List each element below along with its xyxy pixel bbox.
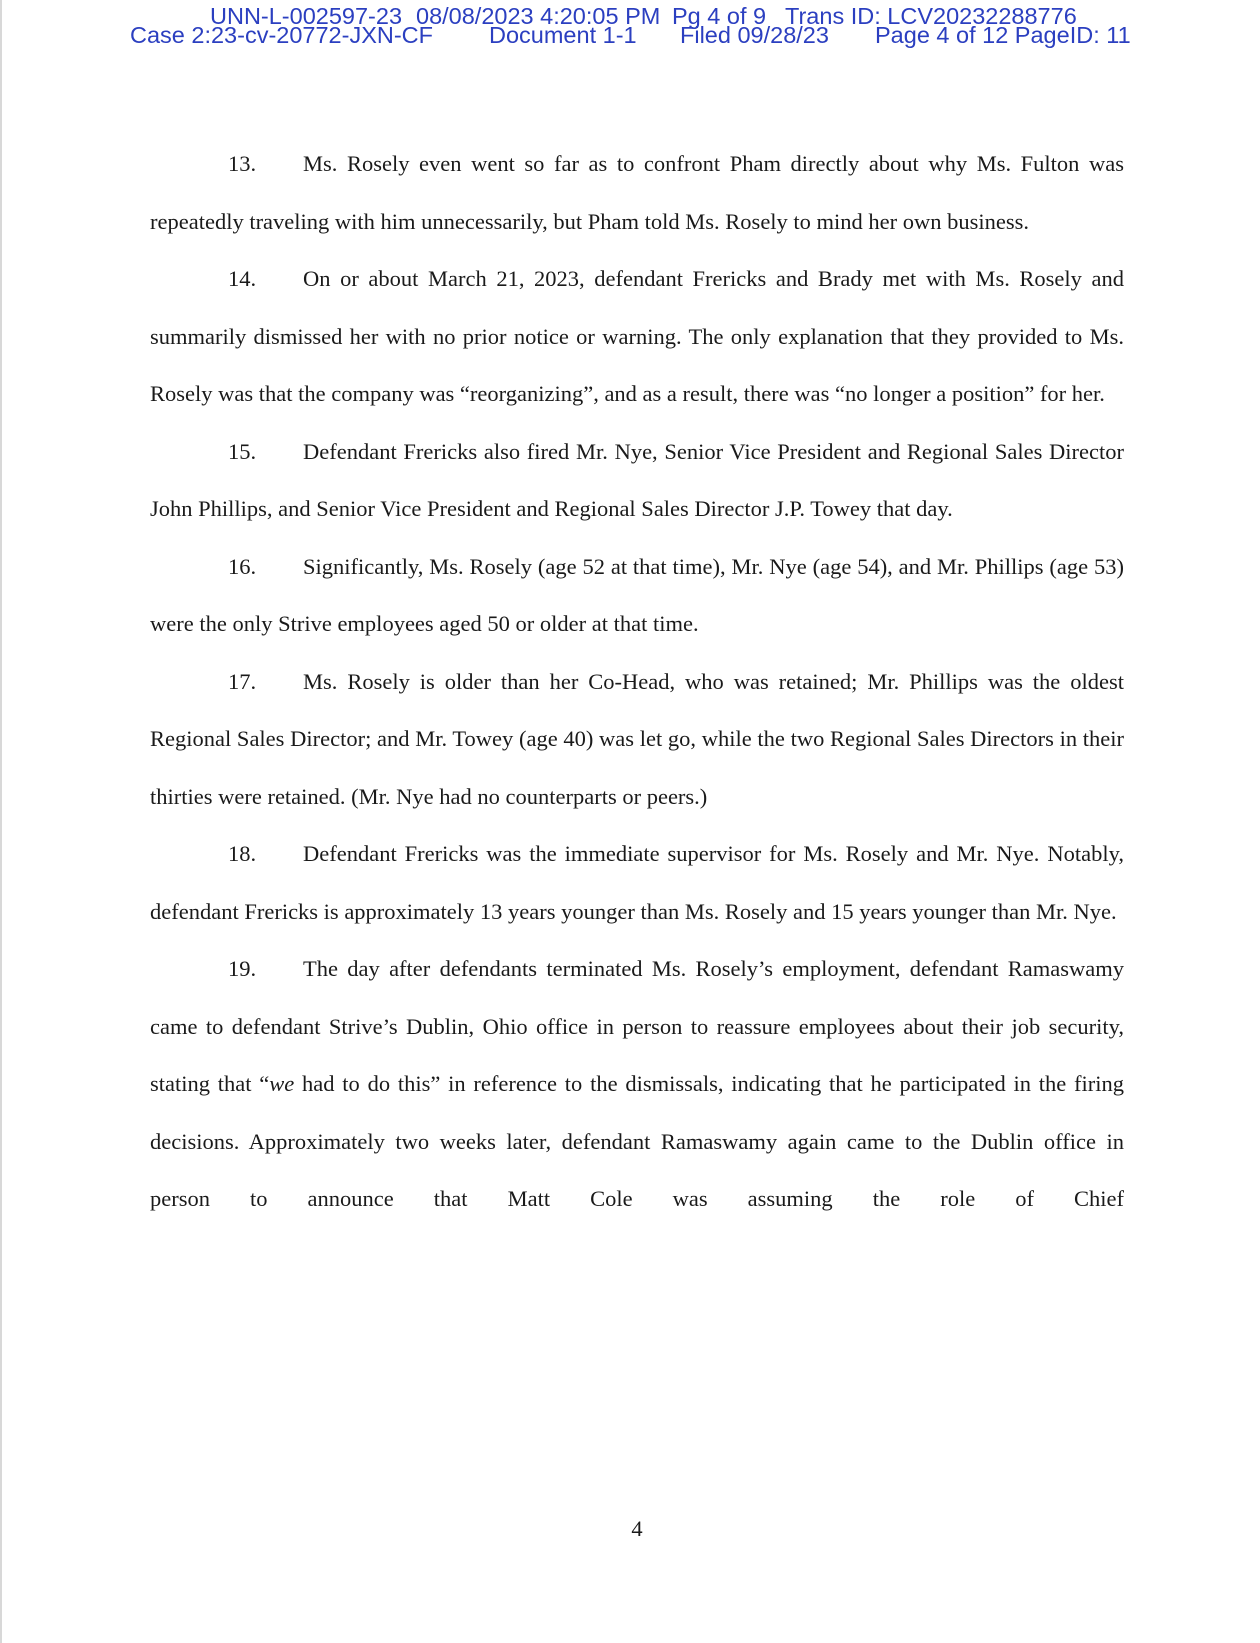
docket-number: UNN-L-002597-23 [210, 3, 403, 29]
case-number: Case 2:23-cv-20772-JXN-CF [130, 22, 433, 48]
paragraph-text: Ms. Rosely even went so far as to confront Pham directly about why Ms. Fulton was repeatedly traveling with him unnecessarily, but Pham told Ms. Rosely to mind her own business. [150, 151, 1124, 234]
page-count: Pg 4 of 9 [672, 3, 767, 29]
paragraph-number: 15. [228, 438, 257, 464]
paragraph-text: The day after defendants terminated Ms. Rosely’s employment, defendant Ramaswamy came to defendant Strive’s Dublin, Ohio office in person to reassure employees about their job security, stating that “ [150, 956, 1124, 1096]
paragraph-number: 18. [228, 841, 257, 866]
paragraph-text: Defendant Frericks also fired Mr. Nye, Senior Vice President and Regional Sales Director John Phillips, and Senior Vice President and Regional Sales Director J.P. Towey that day. [150, 438, 1124, 521]
paragraph-18 [150, 825, 1124, 940]
paragraph-14 [150, 250, 1124, 423]
document-number: Document 1-1 [489, 22, 637, 48]
paragraph-text: Ms. Rosely is older than her Co-Head, who was retained; Mr. Phillips was the oldest Regional Sales Director; and Mr. Towey (age 40) was let go, while the two Regional Sales Directors in their thirties were retained. (Mr. Nye had no counterparts or peers.) [150, 668, 1124, 809]
filing-datetime: 08/08/2023 4:20:05 PM [416, 3, 661, 29]
page-id: Page 4 of 12 PageID: 11 [875, 22, 1131, 48]
paragraph-number: 19. [228, 956, 257, 981]
filed-date: Filed 09/28/23 [680, 22, 829, 48]
paragraph-17 [150, 653, 1124, 826]
paragraph-text: Defendant Frericks was the immediate supervisor for Ms. Rosely and Mr. Nye. Notably, defendant Frericks is approximately 13 years younger than Ms. Rosely and 15 years younger than Mr. Nye. [150, 841, 1124, 924]
paragraph-number: 13. [228, 151, 257, 176]
transaction-id: Trans ID: LCV20232288776 [785, 3, 1077, 29]
paragraph-19 [150, 940, 1124, 1228]
paragraph-text: On or about March 21, 2023, defendant Frericks and Brady met with Ms. Rosely and summarily dismissed her with no prior notice or warning. The only explanation that they provided to Ms. Rosely was that the company was “reorganizing”, and as a result, there was “no longer a position” for her. [150, 266, 1124, 406]
paragraph-13 [150, 135, 1124, 250]
paragraph-text-continued: had to do this” in reference to the dismissals, indicating that he participated in the firing decisions. Approximately two weeks later, defendant Ramaswamy again came to the Dublin office in person to announce that Matt Cole was assuming the role of Chief [150, 1071, 1124, 1211]
complaint-body [150, 135, 1124, 1228]
paragraph-number: 14. [228, 266, 257, 291]
page-number: 4 [631, 1516, 643, 1541]
paragraph-15 [150, 423, 1124, 538]
paragraph-number: 17. [228, 668, 257, 694]
paragraph-text: Significantly, Ms. Rosely (age 52 at that time), Mr. Nye (age 54), and Mr. Phillips (age 53) were the only Strive employees aged 50 or older at that time. [150, 553, 1124, 636]
paragraph-number: 16. [228, 553, 257, 579]
paragraph-16 [150, 538, 1124, 653]
emphasized-word: we [269, 1071, 295, 1096]
